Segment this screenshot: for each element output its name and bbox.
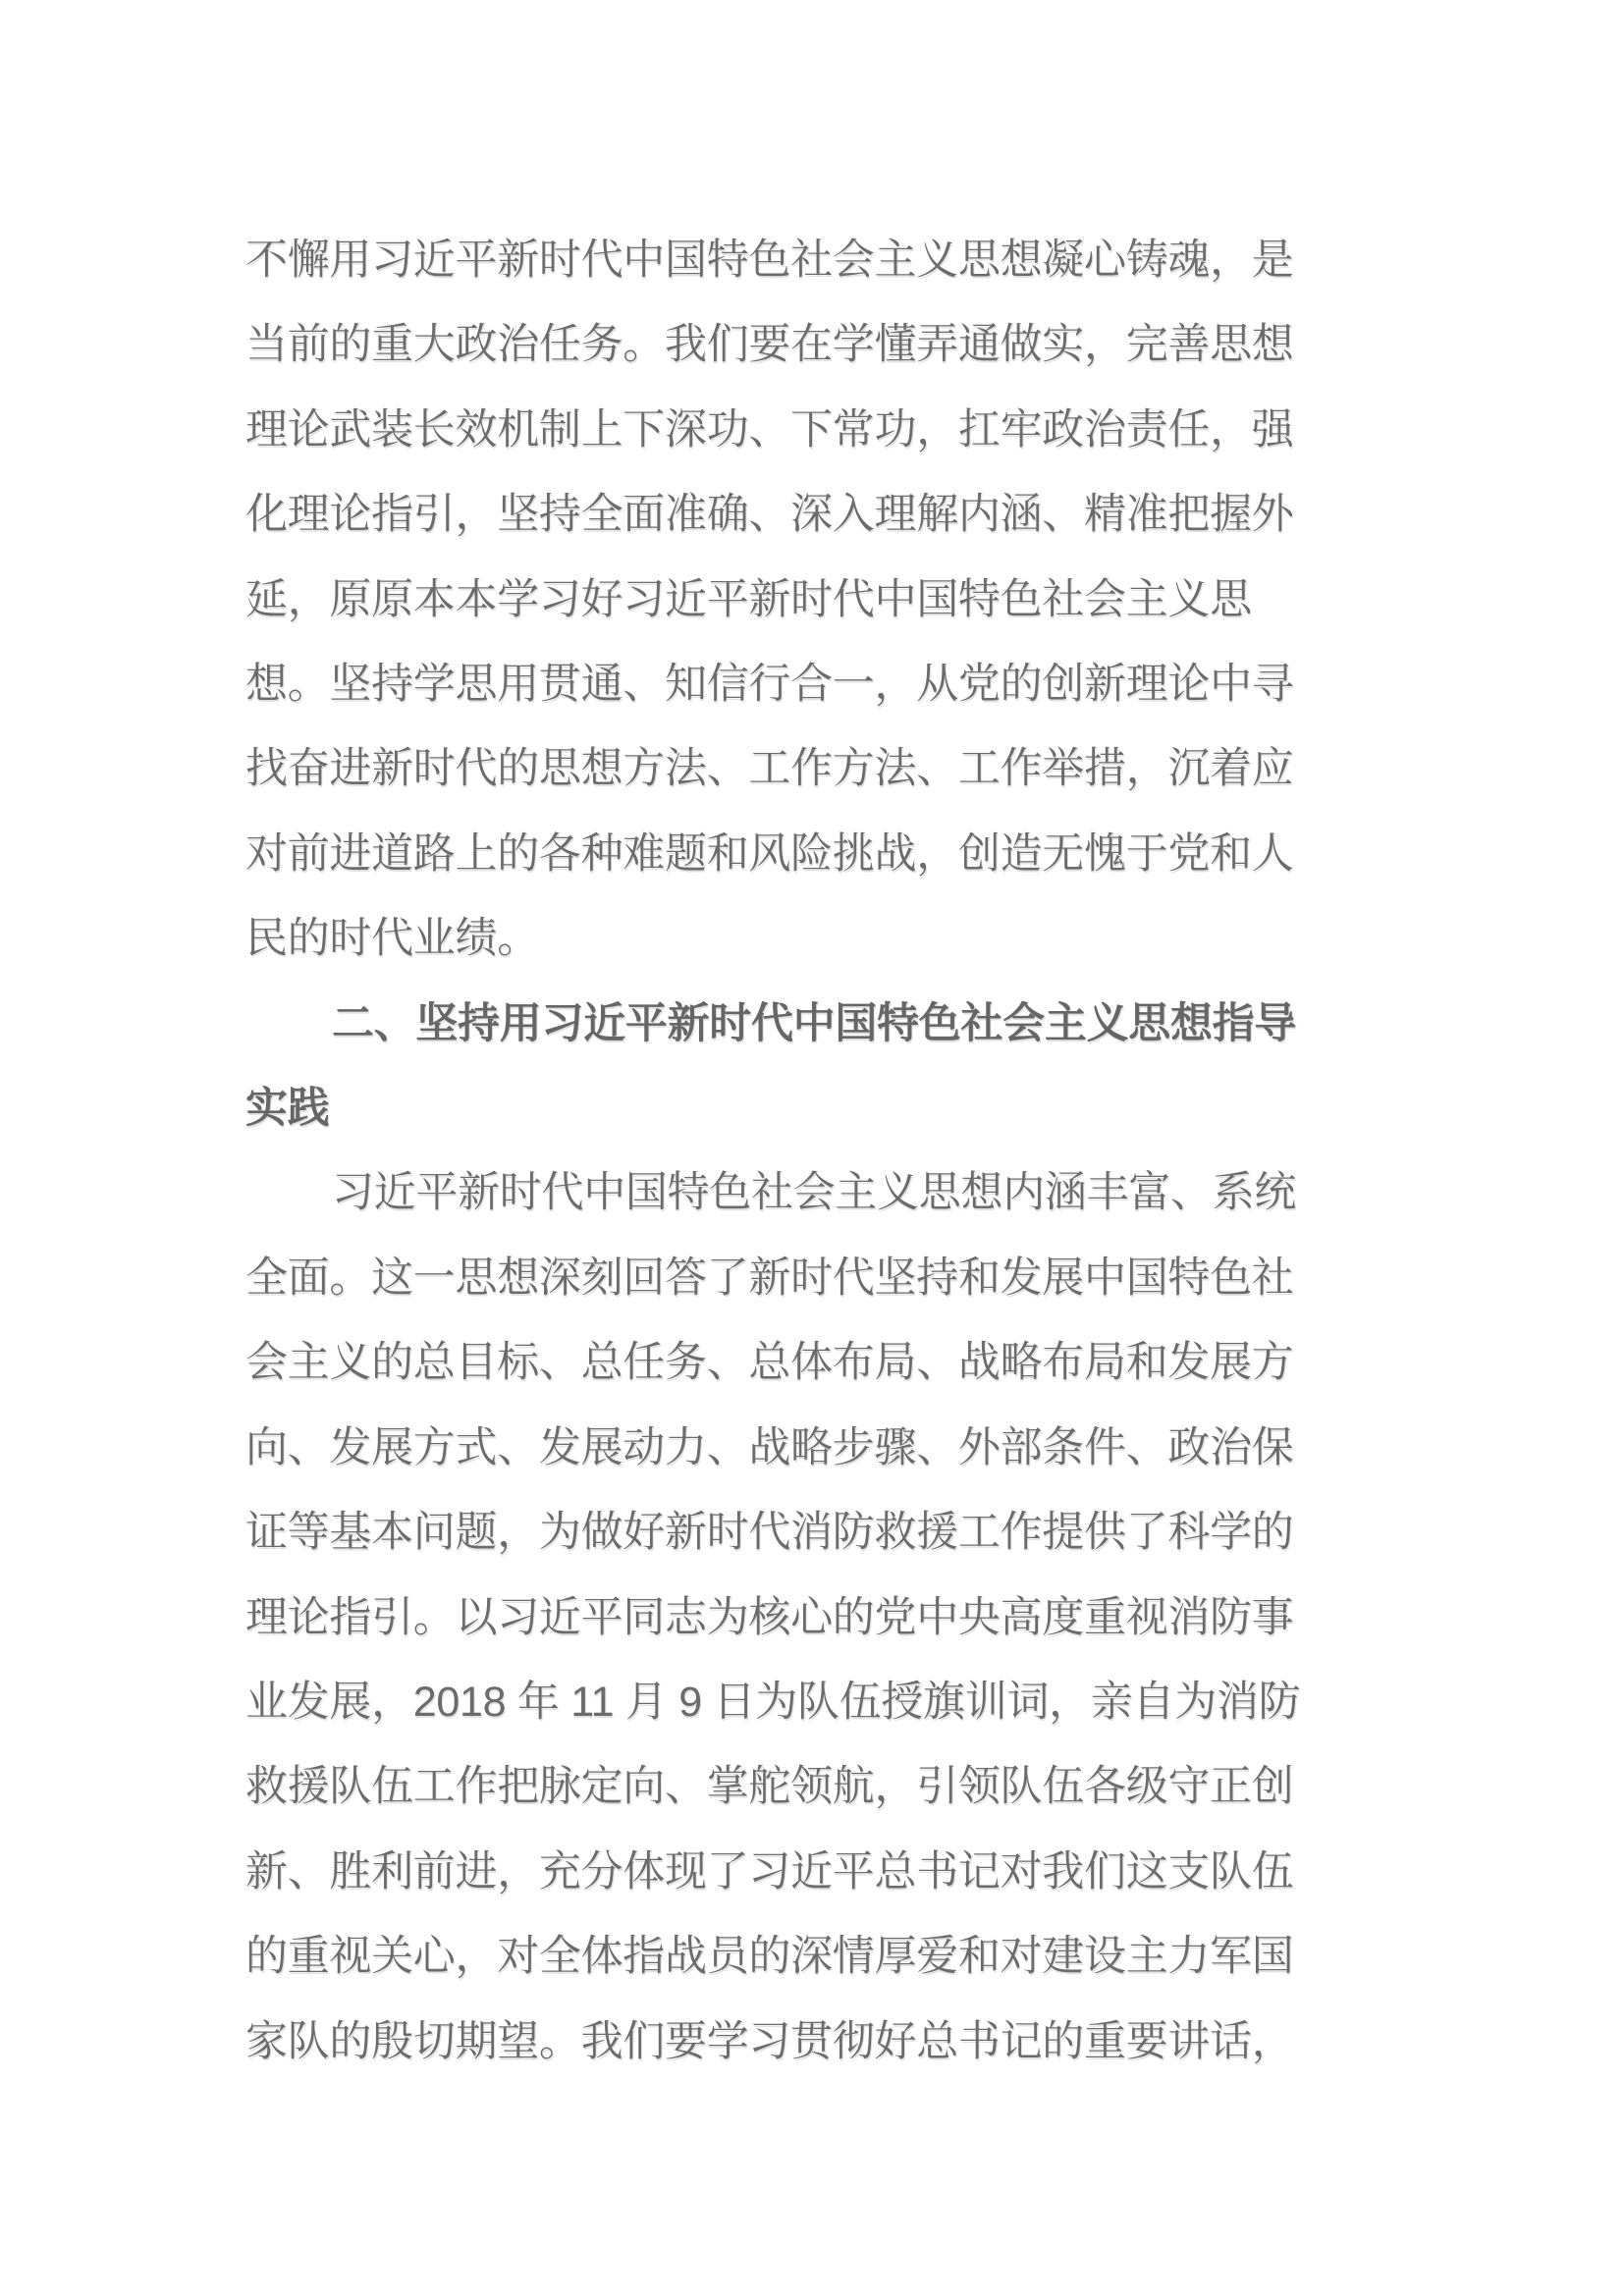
text-line: 业发展，2018 年 11 月 9 日为队伍授旗训词，亲自为消防 — [245, 1678, 1301, 1726]
text-line: 救援队伍工作把脉定向、掌舵领航，引领队伍各级守正创 — [245, 1763, 1294, 1811]
text-line: 不懈用习近平新时代中国特色社会主义思想凝心铸魂，是 — [245, 237, 1294, 284]
text-line: 向、发展方式、发展动力、战略步骤、外部条件、政治保 — [245, 1423, 1294, 1471]
text-line: 会主义的总目标、总任务、总体布局、战略布局和发展方 — [245, 1339, 1294, 1387]
text-line: 对前进道路上的各种难题和风险挑战，创造无愧于党和人 — [245, 829, 1294, 878]
section-heading-line: 实践 — [245, 1085, 330, 1133]
text-line: 理论指引。以习近平同志为核心的党中央高度重视消防事 — [245, 1593, 1294, 1641]
text-line: 当前的重大政治任务。我们要在学懂弄通做实，完善思想 — [245, 321, 1294, 369]
text-line: 化理论指引，坚持全面准确、深入理解内涵、精准把握外 — [245, 491, 1294, 539]
text-line: 新、胜利前进，充分体现了习近平总书记对我们这支队伍 — [245, 1847, 1294, 1896]
text-line: 全面。这一思想深刻回答了新时代坚持和发展中国特色社 — [245, 1254, 1294, 1302]
text-line: 延，原原本本学习好习近平新时代中国特色社会主义思 — [245, 575, 1252, 623]
text-line: 理论武装长效机制上下深功、下常功，扛牢政治责任，强 — [245, 405, 1294, 454]
text-line: 家队的殷切期望。我们要学习贯彻好总书记的重要讲话， — [245, 2017, 1294, 2065]
text-line: 证等基本问题，为做好新时代消防救援工作提供了科学的 — [245, 1509, 1294, 1557]
text-line: 的重视关心，对全体指战员的深情厚爱和对建设主力军国 — [245, 1933, 1294, 1981]
text-line: 想。坚持学思用贯通、知信行合一，从党的创新理论中寻 — [245, 661, 1294, 709]
section-heading-line: 二、坚持用习近平新时代中国特色社会主义思想指导 — [332, 999, 1297, 1047]
text-line: 找奋进新时代的思想方法、工作方法、工作举措，沉着应 — [245, 745, 1294, 793]
document-body — [245, 218, 1380, 2084]
text-line: 习近平新时代中国特色社会主义思想内涵丰富、系统 — [332, 1169, 1297, 1217]
text-line: 民的时代业绩。 — [245, 915, 539, 963]
